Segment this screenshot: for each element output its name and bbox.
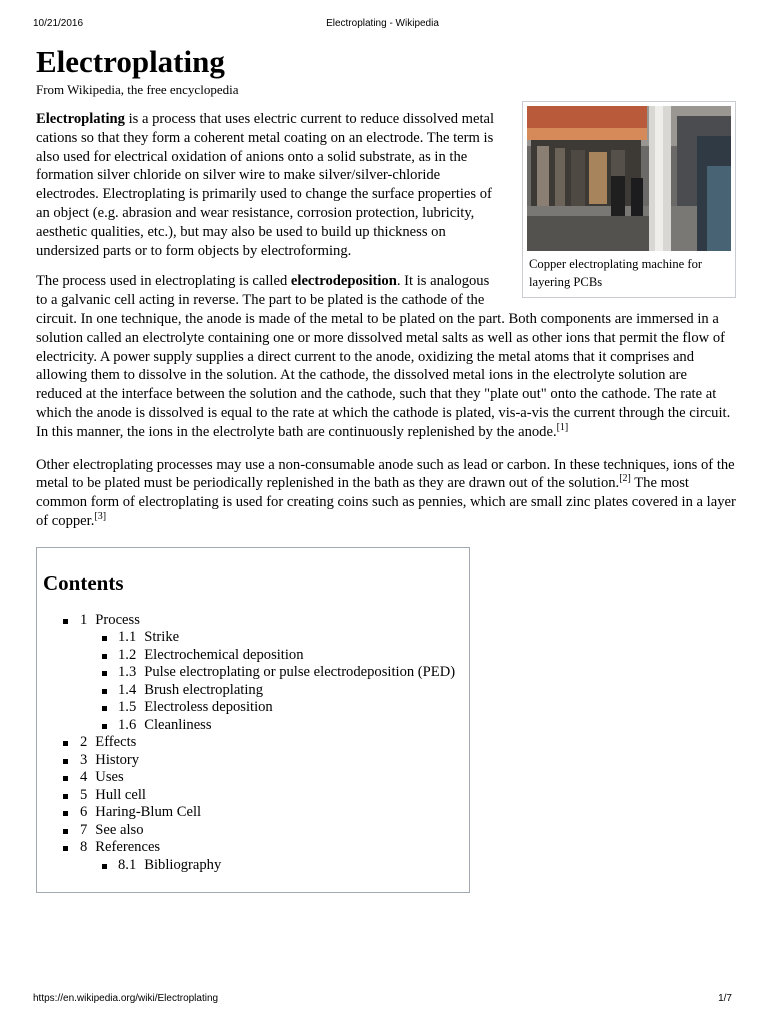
term-electroplating: Electroplating — [36, 111, 125, 127]
toc-item[interactable]: 1.4 Brush electroplating — [43, 682, 469, 700]
article-content — [36, 42, 736, 893]
page-subtitle: From Wikipedia, the free encyclopedia — [36, 82, 239, 97]
citation-link[interactable]: [3] — [94, 510, 107, 522]
term-electrodeposition: electrodeposition — [290, 273, 397, 290]
toc-item[interactable]: 1.1 Strike — [43, 629, 469, 647]
toc-heading: Contents — [43, 570, 124, 595]
toc-item[interactable]: 2 Effects — [43, 734, 469, 752]
toc-item[interactable]: 8 References — [43, 839, 469, 857]
toc-item[interactable]: 3 History — [43, 752, 469, 770]
other-text-a: Other electroplating processes may use a non-consumable anode such as lead or carbon. In these techniques, ions of the metal to be plated must be periodically replenished in the bath as they are drawn out of the solution. — [36, 456, 735, 492]
print-url: https://en.wikipedia.org/wiki/Electroplating — [33, 993, 219, 1004]
toc-list — [43, 612, 469, 875]
table-of-contents — [36, 547, 470, 894]
figure-caption: Copper electroplating machine for layering PCBs — [529, 257, 703, 289]
print-title: Electroplating - Wikipedia — [326, 18, 439, 29]
print-date: 10/21/2016 — [33, 18, 84, 29]
toc-item[interactable]: 8.1 Bibliography — [43, 857, 469, 875]
citation-link[interactable]: [2] — [619, 473, 631, 485]
print-header — [33, 18, 732, 32]
toc-item[interactable]: 5 Hull cell — [43, 787, 469, 805]
citation-link[interactable]: [1] — [556, 421, 569, 433]
process-text-b: . It is analogous to a galvanic cell acting in reverse. The part to be plated is the cathode of the circuit. In one technique, the anode is made of the metal to be plated on the part. Both components are immersed in a solution called an electrolyte containing one or more dissolved metal salts as well as other ions that permit the flow of electricity. A power supply supplies a direct current to the anode, oxidizing the metal atoms that it comprises and allowing them to dissolve in the solution. At the cathode, the dissolved metal ions in the electrolyte solution are reduced at the interface between the solution and the cathode, such that they "plate out" onto the cathode. The rate at which the anode is dissolved is equal to the rate at which the cathode is plated, vis-a-vis the current through the circuit. In this manner, the ions in the electrolyte bath are continuously replenished by the anode. — [36, 273, 731, 440]
toc-item[interactable]: 1.3 Pulse electroplating or pulse electrodeposition (PED) — [43, 664, 469, 682]
print-footer — [33, 993, 732, 1007]
page-number: 1/7 — [718, 993, 732, 1004]
figure — [522, 101, 736, 298]
toc-item[interactable]: 1 Process — [43, 612, 469, 630]
process-text-a: The process used in electroplating is called — [36, 273, 291, 290]
toc-item[interactable]: 6 Haring-Blum Cell — [43, 804, 469, 822]
electroplating-machine-image[interactable] — [527, 106, 731, 251]
other-processes-paragraph — [36, 456, 736, 531]
toc-item[interactable]: 1.6 Cleanliness — [43, 717, 469, 735]
toc-item[interactable]: 4 Uses — [43, 769, 469, 787]
intro-text: is a process that uses electric current to reduce dissolved metal cations so that they form a coherent metal coating on an electrode. The term is also used for electrical oxidation of anions onto a solid substrate, as in the formation silver chloride on silver wire to make silver/silver-chloride electrodes. Electroplating is primarily used to change the surface properties of an object (e.g. abrasion and wear resistance, corrosion protection, lubricity, aesthetic qualities, etc.), but may also be used to build up thickness on undersized parts or to form objects by electroforming. — [36, 111, 495, 259]
toc-item[interactable]: 1.2 Electrochemical deposition — [43, 647, 469, 665]
toc-item[interactable]: 1.5 Electroless deposition — [43, 699, 469, 717]
other-text-b: The most common form of electroplating is used for creating coins such as pennies, which are small zinc plates covered in a layer of copper. — [36, 475, 736, 529]
page-title: Electroplating — [36, 44, 225, 79]
toc-item[interactable]: 7 See also — [43, 822, 469, 840]
